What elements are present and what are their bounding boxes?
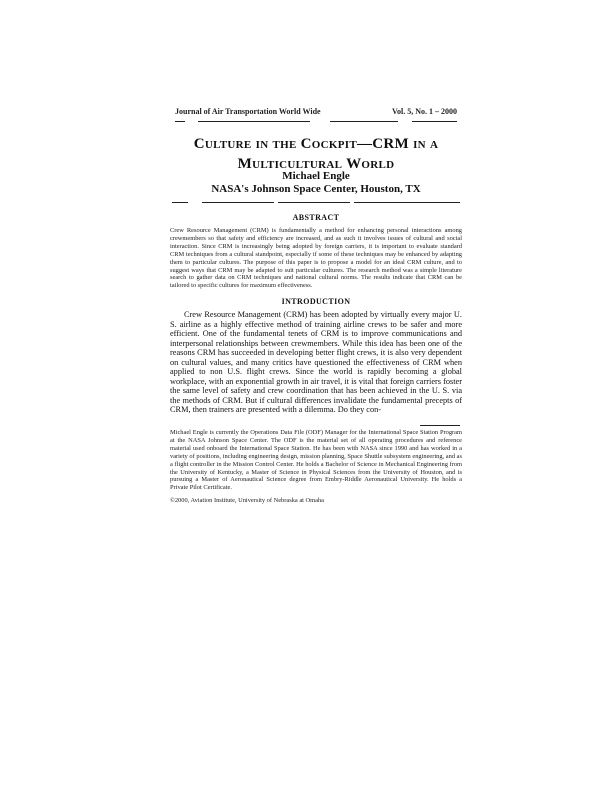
issue-info: Vol. 5, No. 1 – 2000 [391,107,457,116]
author-name: Michael Engle [282,170,350,182]
abstract-heading: ABSTRACT [292,213,340,222]
title-rule-3 [278,202,350,203]
header-rule-1 [175,121,185,122]
title-rule-1 [172,202,188,203]
header-rule-4 [412,121,457,122]
abstract-text: Crew Resource Management (CRM) is fundamentally a method for enhancing personal interactions among crewmembers so that safety and efficiency are increased, and as such it involves issues of cultural and social interaction. Since CRM is increasingly being adopted by foreign carriers, it is important to evaluate standard CRM techniques from a cultural standpoint, especially if some of these techniques may be enhanced by adapting them to particular cultures. The purpose of this paper is to propose a model for an ideal CRM culture, and to suggest ways that CRM may be adapted to suit particular cultures. The research method was a simple literature search to gather data on CRM techniques and national cultural norms. The results indicate that CRM can be tailored to specific cultures for maximum effectiveness. [170,227,462,290]
title-line-2: Multicultural World [237,156,395,172]
introduction-paragraph: Crew Resource Management (CRM) has been adopted by virtually every major U. S. airline as a highly effective method of training airline crews to be safer and more efficient. One of the fundamental tenets of CRM is to improve communications and interpersonal relationships between crewmembers. While this idea has been one of the reasons CRM has succeeded in developing better flight crews, it is also very dependent on cultural values, and many critics have questioned the effectiveness of CRM when applied to non U.S. flight crews. Since the world is rapidly becoming a global workplace, with an exponential growth in air travel, it is vital that foreign carriers foster the same level of safety and crew coordination that has been achieved in the U. S. via the methods of CRM. But if cultural differences invalidate the fundamental precepts of CRM, then trainers are presented with a dilemma. Do they con- [170,310,462,414]
title-rule-2 [202,202,274,203]
introduction-heading: INTRODUCTION [281,297,351,306]
paper-title [170,134,462,174]
footnote-rule [420,425,460,426]
header-rule-3 [330,121,398,122]
author-bio-footnote: Michael Engle is currently the Operations Data File (ODF) Manager for the International Space Station Program at the NASA Johnson Space Center. The ODF is the material set of all operating procedures and reference material used onboard the International Space Station. He has been with NASA since 1990 and has worked in a variety of positions, including engineering design, mission planning, Space Shuttle subsystem engineering, and as a flight controller in the Mission Control Center. He holds a Bachelor of Science in Mechanical Engineering from the University of Kentucky, a Master of Science in Physical Sciences from the University of Houston, and is pursuing a Master of Aeronautical Science degree from Embry-Riddle Aeronautical University. He holds a Private Pilot Certificate. [170,429,462,492]
header-rule-2 [198,121,310,122]
title-line-1: Culture in the Cockpit—CRM in a [193,136,439,152]
title-rule-4 [354,202,460,203]
copyright-notice: ©2000, Aviation Institute, University of Nebraska at Omaha [170,497,324,504]
author-affiliation: NASA's Johnson Space Center, Houston, TX [211,183,421,195]
introduction-text [170,310,462,415]
journal-name: Journal of Air Transportation World Wide [175,107,321,116]
running-head [175,107,457,119]
